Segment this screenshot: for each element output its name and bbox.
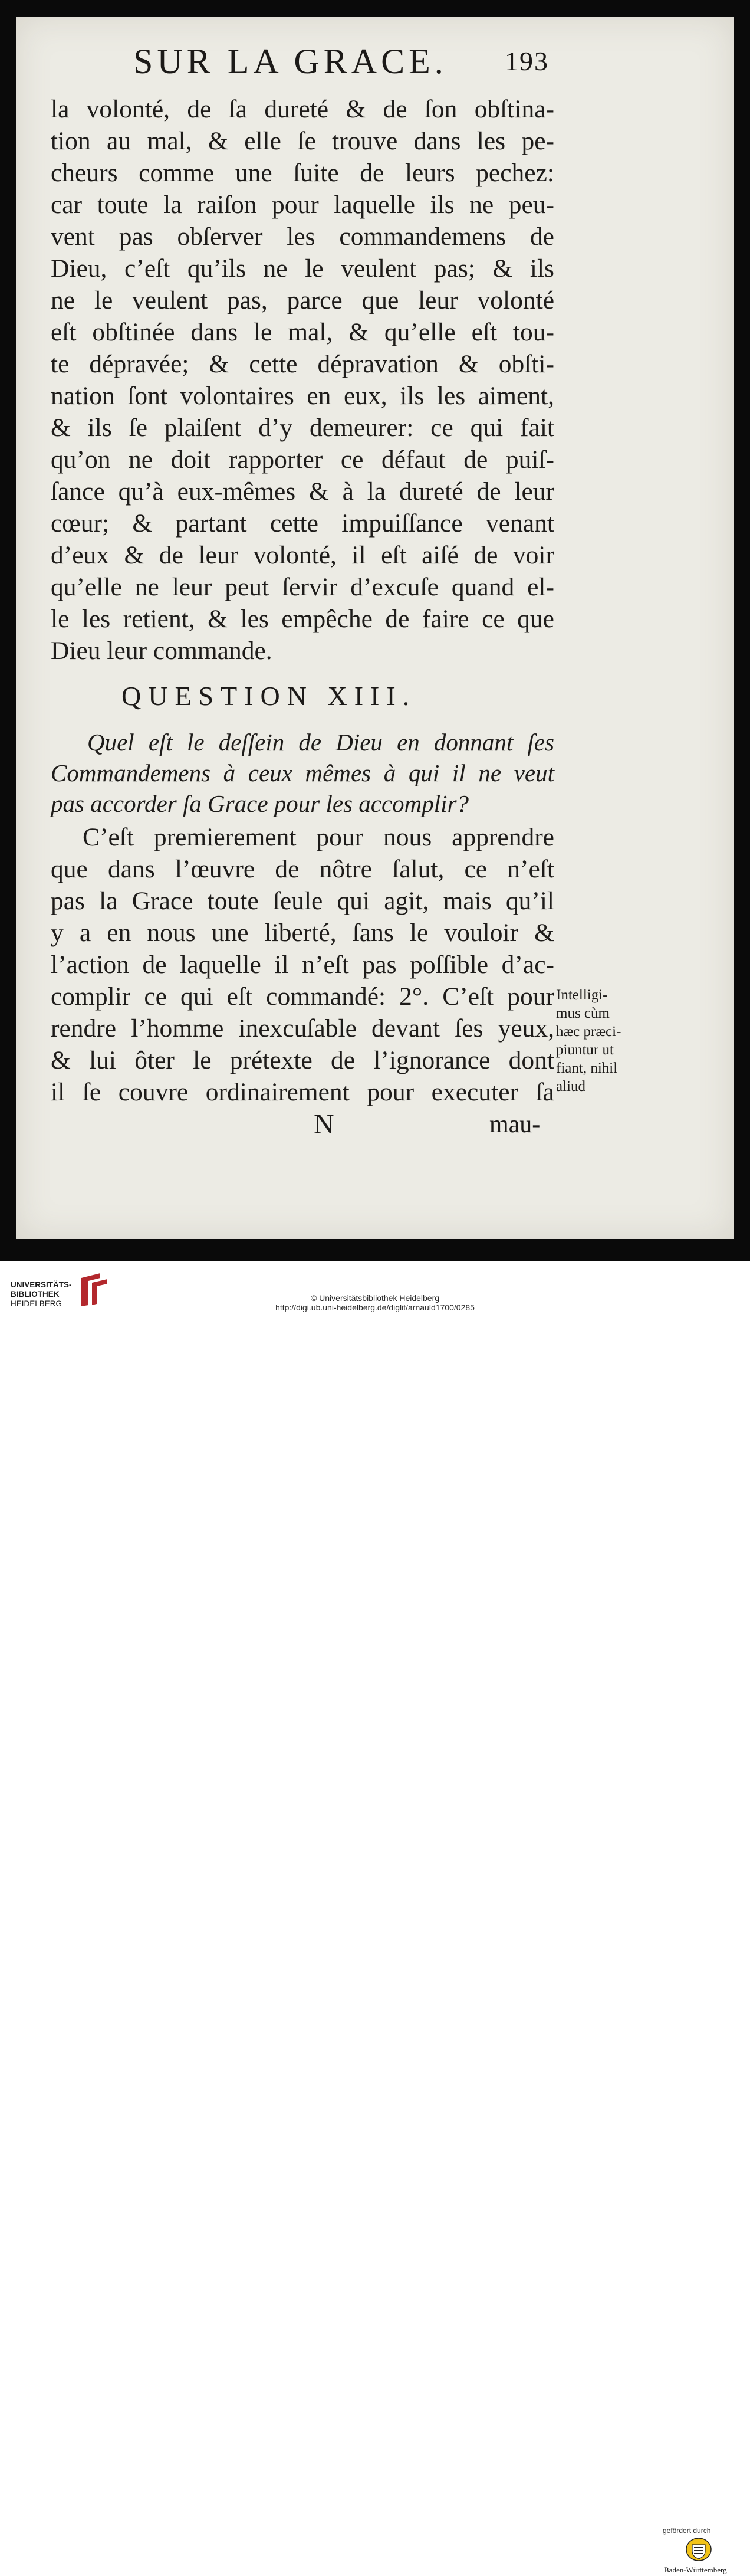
answer-line: & lui ôter le prétexte de l’ignorance dont bbox=[51, 1046, 554, 1074]
body-line: tion au mal, & elle ſe trouve dans les pe- bbox=[51, 127, 554, 155]
answer-line: l’action de laquelle il n’eſt pas poſſible d’ac- bbox=[51, 951, 554, 979]
answer-line: il ſe couvre ordinairement pour executer ſa bbox=[51, 1078, 554, 1106]
permalink-link[interactable]: http://digi.ub.uni-heidelberg.de/diglit/arnauld1700/0285 bbox=[275, 1303, 475, 1312]
answer-line: complir ce qui eſt commandé: 2°. C’eſt pour bbox=[51, 982, 554, 1011]
question-line: Quel eſt le deſſein de Dieu en donnant ſes bbox=[87, 729, 554, 756]
copyright-line: © Universitätsbibliothek Heidelberg bbox=[310, 1293, 440, 1303]
body-line: cœur; & partant cette impuiſſance venant bbox=[51, 509, 554, 538]
body-line: te dépravée; & cette dépravation & obſti- bbox=[51, 350, 554, 378]
margin-note-line: hæc præci- bbox=[556, 1024, 621, 1040]
body-line: eſt obſtinée dans le mal, & qu’elle eſt tou- bbox=[51, 318, 554, 346]
running-title: SUR LA GRACE. bbox=[133, 42, 448, 81]
body-line: cheurs comme une ſuite de leurs pechez: bbox=[51, 159, 554, 187]
library-name-line: BIBLIOTHEK bbox=[11, 1290, 60, 1299]
body-line: vent pas obſerver les commandemens de bbox=[51, 222, 554, 251]
margin-note-line: piuntur ut bbox=[556, 1042, 614, 1058]
margin-note-line: mus cùm bbox=[556, 1005, 610, 1021]
answer-line: pas la Grace toute ſeule qui agit, mais qu’il bbox=[51, 887, 554, 915]
state-crest-icon bbox=[685, 2537, 712, 2562]
body-line: qu’on ne doit rapporter ce défaut de puiſ- bbox=[51, 445, 554, 474]
page-number: 193 bbox=[505, 46, 549, 76]
body-line: nation ſont volontaires en eux, ils les aiment, bbox=[51, 382, 554, 410]
library-name-line: HEIDELBERG bbox=[11, 1299, 63, 1308]
library-name-line: UNIVERSITÄTS- bbox=[11, 1280, 72, 1289]
answer-line: y a en nous une liberté, ſans le vouloir & bbox=[51, 919, 554, 947]
margin-note-line: aliud bbox=[556, 1079, 585, 1094]
catchword: mau- bbox=[489, 1111, 541, 1138]
question-line: Commandemens à ceux mêmes à qui il ne veut bbox=[51, 759, 554, 786]
funder-logo[interactable] bbox=[658, 2524, 750, 2576]
funder-label: gefördert durch bbox=[663, 2526, 711, 2535]
body-line: ne le veulent pas, parce que leur volonté bbox=[51, 286, 554, 314]
body-line: qu’elle ne leur peut ſervir d’excuſe quand el- bbox=[51, 573, 554, 601]
answer-line: que dans l’œuvre de nôtre ſalut, ce n’eſt bbox=[51, 855, 554, 883]
body-line: d’eux & de leur volonté, il eſt aiſé de voir bbox=[51, 541, 554, 569]
margin-note-line: Intelligi- bbox=[556, 987, 608, 1003]
question-line: pas accorder ſa Grace pour les accomplir? bbox=[51, 790, 469, 817]
body-line: la volonté, de ſa dureté & de ſon obſtina- bbox=[51, 95, 554, 123]
margin-note-line: fiant, nihil bbox=[556, 1060, 618, 1076]
body-line: le les retient, & les empêche de faire ce que bbox=[51, 605, 554, 633]
body-line: ſance qu’à eux-mêmes & à la dureté de leur bbox=[51, 477, 554, 506]
question-heading: QUESTION XIII. bbox=[121, 681, 417, 711]
answer-line: rendre l’homme inexcuſable devant ſes yeux, bbox=[51, 1014, 554, 1043]
funder-name: Baden-Württemberg bbox=[664, 2565, 727, 2574]
answer-line: C’eſt premierement pour nous apprendre bbox=[83, 823, 554, 851]
body-line: & ils ſe plaiſent d’y demeurer: ce qui fait bbox=[51, 414, 554, 442]
body-line: Dieu leur commande. bbox=[51, 637, 272, 665]
signature-mark: N bbox=[314, 1109, 334, 1140]
body-line: Dieu, c’eſt qu’ils ne le veulent pas; & ils bbox=[51, 254, 554, 283]
body-line: car toute la raiſon pour laquelle ils ne peu- bbox=[51, 191, 554, 219]
